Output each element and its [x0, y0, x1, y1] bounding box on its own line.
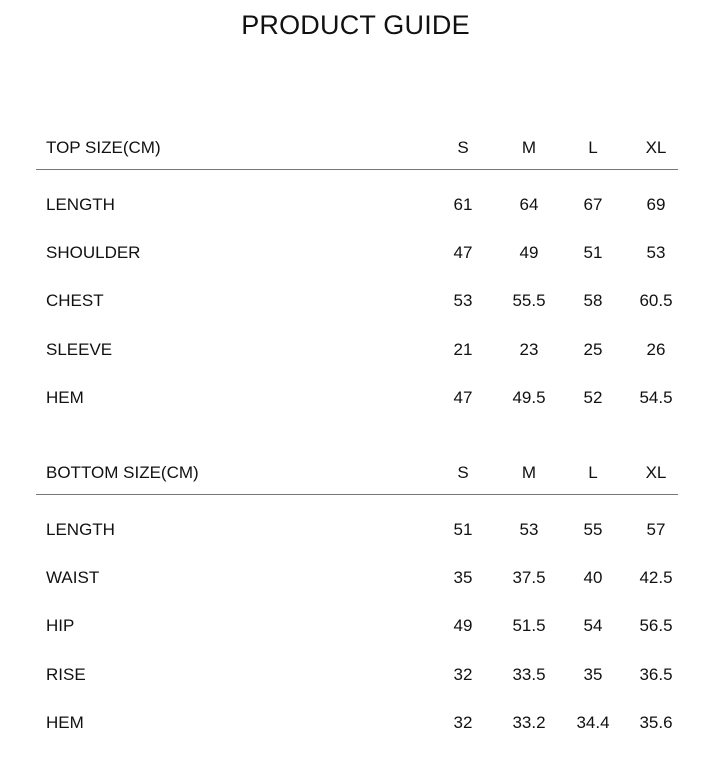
table-row: [36, 614, 678, 662]
value-m: 51.5: [512, 616, 546, 636]
value-l: 55: [583, 520, 603, 539]
value-xl: 35.6: [639, 712, 673, 732]
value-m: 64: [519, 195, 539, 214]
row-label: SHOULDER: [46, 243, 141, 263]
table-row: [36, 711, 678, 759]
value-xl: 56.5: [639, 616, 673, 636]
value-s: 21: [453, 339, 473, 359]
table-header: [36, 136, 678, 160]
value-m: 49.5: [512, 387, 546, 407]
size-header-xl: XL: [645, 463, 667, 482]
value-xl: 26: [646, 339, 666, 359]
row-label: HEM: [46, 387, 84, 407]
size-header-m: M: [521, 138, 537, 157]
value-s: 53: [453, 291, 473, 311]
table-row: [36, 338, 678, 386]
value-m: 49: [519, 243, 539, 263]
value-s: 32: [453, 664, 473, 684]
row-label: CHEST: [46, 291, 104, 311]
value-m: 33.2: [512, 712, 546, 732]
header-divider: [36, 169, 678, 170]
value-l: 52: [583, 387, 603, 407]
value-l: 34.4: [576, 712, 610, 732]
value-xl: 69: [646, 195, 666, 214]
value-xl: 53: [646, 243, 666, 263]
value-l: 58: [583, 291, 603, 311]
table-header: [36, 461, 678, 485]
row-label: HEM: [46, 712, 84, 732]
value-m: 37.5: [512, 568, 546, 588]
value-xl: 42.5: [639, 568, 673, 588]
value-xl: 60.5: [639, 291, 673, 311]
page-title: PRODUCT GUIDE: [241, 10, 470, 40]
value-m: 23: [519, 339, 539, 359]
table-row: [36, 566, 678, 614]
value-l: 35: [583, 664, 603, 684]
table-row: [36, 289, 678, 337]
size-header-l: L: [588, 138, 598, 157]
value-m: 33.5: [512, 664, 546, 684]
row-label: SLEEVE: [46, 339, 113, 359]
value-s: 47: [453, 387, 473, 407]
value-s: 47: [453, 243, 473, 263]
size-header-s: S: [457, 138, 469, 157]
value-m: 53: [519, 520, 539, 539]
value-s: 51: [453, 520, 473, 539]
value-m: 55.5: [512, 291, 546, 311]
row-label: HIP: [46, 616, 75, 636]
bottom-size-table: [36, 461, 678, 759]
value-xl: 57: [646, 520, 666, 539]
size-header-s: S: [457, 463, 469, 482]
top-size-table: [36, 136, 678, 434]
row-label: WAIST: [46, 568, 100, 588]
table-row: [36, 193, 678, 241]
value-s: 35: [453, 568, 473, 588]
size-header-l: L: [588, 463, 598, 482]
value-l: 67: [583, 195, 603, 214]
row-label: RISE: [46, 664, 86, 684]
row-label: LENGTH: [46, 520, 115, 539]
table-header-label: BOTTOM SIZE(CM): [46, 463, 199, 482]
value-s: 61: [453, 195, 473, 214]
table-row: [36, 241, 678, 289]
size-header-m: M: [521, 463, 537, 482]
table-header-label: TOP SIZE(CM): [46, 138, 161, 157]
value-l: 25: [583, 339, 603, 359]
value-s: 32: [453, 712, 473, 732]
table-row: [36, 663, 678, 711]
value-xl: 54.5: [639, 387, 673, 407]
table-row: [36, 518, 678, 566]
table-row: [36, 386, 678, 434]
size-header-xl: XL: [645, 138, 667, 157]
value-xl: 36.5: [639, 664, 673, 684]
row-label: LENGTH: [46, 195, 115, 214]
header-divider: [36, 494, 678, 495]
value-l: 54: [583, 616, 603, 636]
value-l: 51: [583, 243, 603, 263]
value-s: 49: [453, 616, 473, 636]
value-l: 40: [583, 568, 603, 588]
